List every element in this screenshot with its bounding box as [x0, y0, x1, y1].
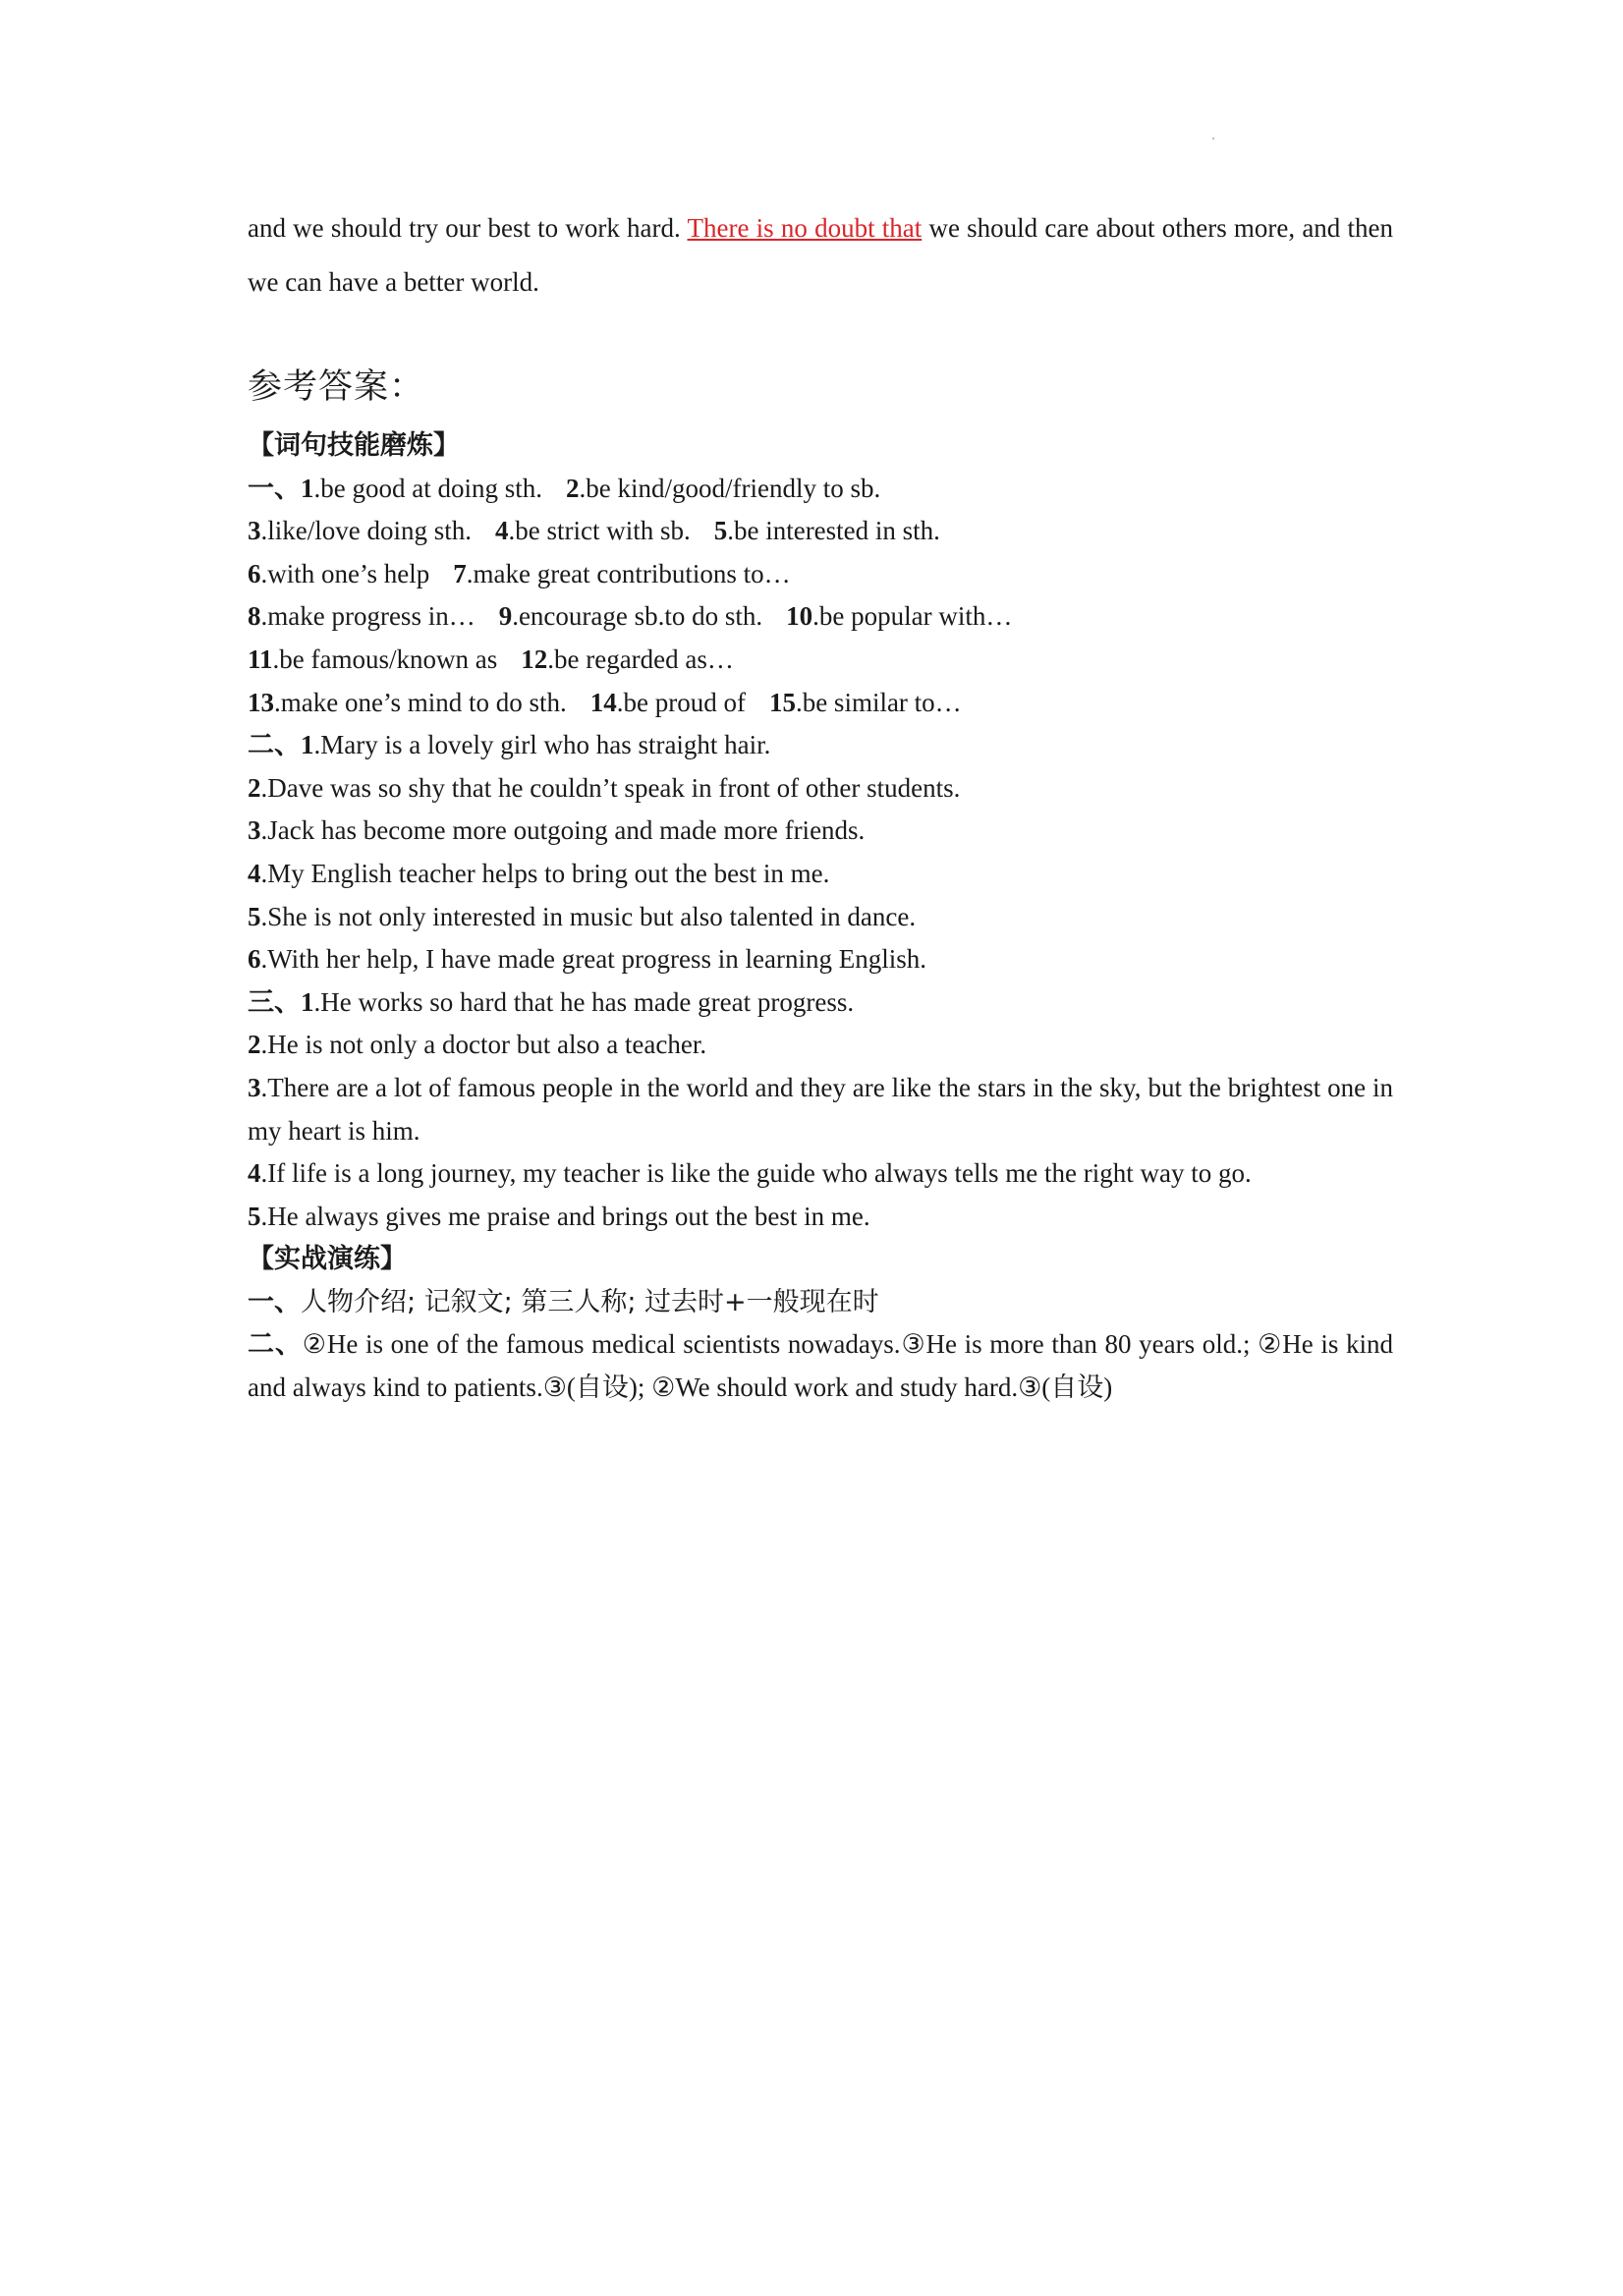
answer-row — [248, 682, 1393, 725]
practice-prefix-two: 二、 — [248, 1329, 303, 1361]
item-text: .be regarded as… — [547, 644, 734, 674]
vocab-section — [248, 424, 1393, 1238]
answer-row — [248, 981, 1393, 1025]
answer-row — [248, 938, 1393, 981]
item-text: .be famous/known as — [272, 644, 498, 674]
item-number: 4 — [248, 1158, 261, 1189]
item-number: 3 — [248, 516, 261, 546]
answers-title: 参考答案： — [248, 367, 425, 407]
item-text: .He is not only a doctor but also a teacher. — [260, 1030, 707, 1060]
intro-text — [248, 201, 1393, 309]
practice-line-two — [248, 1323, 1393, 1409]
item-number: 6 — [248, 944, 261, 975]
answer-item — [453, 559, 790, 588]
item-text: .My English teacher helps to bring out the best in me. — [260, 858, 830, 888]
item-number: 5 — [248, 901, 261, 931]
practice-text-two: ②He is one of the famous medical scientists nowadays.③He is more than 80 years old.; ②He is kind and always kind to patients.③(自设); ②We should work and study hard.③(自设) — [248, 1329, 1393, 1403]
answer-item — [521, 644, 734, 674]
item-number: 14 — [589, 687, 617, 717]
practice-text-one: 人物介绍; 记叙文; 第三人称; 过去时+一般现在时 — [301, 1286, 879, 1317]
item-number: 2 — [565, 473, 580, 503]
item-number: 3 — [248, 815, 261, 846]
vocab-part-three — [248, 981, 1393, 1239]
item-text: .He always gives me praise and brings out the best in me. — [260, 1201, 870, 1231]
answer-row — [248, 896, 1393, 939]
item-text: .with one’s help — [260, 558, 430, 588]
item-number: 11 — [248, 644, 273, 674]
item-number: 4 — [248, 858, 261, 888]
part-prefix: 一、 — [248, 473, 301, 504]
answer-row — [248, 1152, 1393, 1196]
item-text: .Dave was so shy that he couldn’t speak in front of other students. — [260, 772, 961, 803]
page-corner-mark — [1212, 138, 1214, 140]
highlighted-phrase: There is no doubt that — [687, 213, 923, 243]
item-text: .He works so hard that he has made great progress. — [313, 986, 855, 1017]
item-number: 5 — [248, 1201, 261, 1231]
item-text: .She is not only interested in music but also talented in dance. — [260, 901, 917, 931]
part-prefix: 二、 — [248, 730, 301, 761]
intro-text-before: and we should try our best to work hard. — [248, 213, 688, 243]
item-number: 4 — [494, 516, 509, 546]
item-text: .be similar to… — [795, 687, 962, 717]
item-number: 12 — [521, 644, 548, 674]
vocab-section-title: 【词句技能磨炼】 — [248, 430, 460, 461]
item-number: 1 — [301, 730, 314, 760]
vocab-part-one — [248, 468, 1393, 725]
answer-item — [301, 474, 542, 503]
answer-row — [248, 767, 1393, 811]
item-text: .make progress in… — [260, 601, 476, 632]
answer-item — [499, 601, 762, 631]
item-number: 9 — [498, 601, 513, 632]
item-text: .be proud of — [616, 687, 746, 717]
item-text: .Mary is a lovely girl who has straight hair. — [313, 730, 771, 760]
part-prefix: 三、 — [248, 986, 301, 1018]
item-text: .There are a lot of famous people in the world and they are like the stars in the sky, but the brightest one in my heart is him. — [248, 1072, 1393, 1146]
answer-row — [248, 1196, 1393, 1239]
practice-prefix-one: 一、 — [248, 1286, 301, 1317]
answer-row — [248, 468, 1393, 511]
answer-row — [248, 810, 1393, 853]
answer-row — [248, 553, 1393, 596]
answer-item — [248, 688, 567, 717]
item-text: .like/love doing sth. — [260, 516, 472, 546]
item-number: 13 — [248, 687, 274, 717]
item-number: 15 — [768, 687, 796, 717]
answer-row — [248, 1067, 1393, 1152]
item-text: .make one’s mind to do sth. — [274, 687, 567, 717]
item-text: .be strict with sb. — [508, 516, 691, 546]
answer-item — [495, 516, 691, 545]
answer-row — [248, 639, 1393, 682]
answer-item — [714, 516, 940, 545]
answer-item — [590, 688, 746, 717]
practice-line-one — [248, 1281, 1393, 1324]
item-number: 2 — [248, 1030, 261, 1060]
item-text: .If life is a long journey, my teacher is like the guide who always tells me the right way to go. — [260, 1158, 1252, 1189]
item-text: .With her help, I have made great progress in learning English. — [260, 944, 926, 975]
item-number: 1 — [301, 473, 314, 503]
answer-row — [248, 1024, 1393, 1067]
practice-section-title: 【实战演练】 — [248, 1244, 407, 1275]
answer-item — [248, 559, 429, 588]
answer-item — [248, 601, 476, 631]
answer-row — [248, 510, 1393, 553]
vocab-part-two — [248, 724, 1393, 981]
intro-text-after: we should care about others more, and then we can have a better world. — [248, 213, 1393, 297]
answer-item — [248, 644, 497, 674]
answer-item — [769, 688, 962, 717]
item-text: .encourage sb.to do sth. — [512, 601, 763, 632]
item-text: .be kind/good/friendly to sb. — [579, 473, 881, 503]
item-number: 2 — [248, 772, 261, 803]
item-text: .make great contributions to… — [466, 558, 791, 588]
answer-row — [248, 595, 1393, 639]
practice-section — [248, 1238, 1393, 1409]
answer-item — [566, 474, 880, 503]
item-text: .Jack has become more outgoing and made more friends. — [260, 815, 866, 846]
answer-item — [786, 601, 1012, 631]
item-number: 5 — [713, 516, 728, 546]
item-number: 6 — [248, 558, 261, 588]
item-text: .be interested in sth. — [727, 516, 940, 546]
item-text: .be good at doing sth. — [313, 473, 542, 503]
answer-item — [248, 516, 472, 545]
item-text: .be popular with… — [812, 601, 1013, 632]
answer-row — [248, 853, 1393, 896]
item-number: 8 — [248, 601, 261, 632]
item-number: 7 — [453, 558, 467, 588]
item-number: 10 — [786, 601, 813, 632]
item-number: 1 — [301, 986, 314, 1017]
intro-paragraph — [248, 201, 1393, 309]
document-page — [248, 201, 1393, 1410]
item-number: 3 — [248, 1072, 261, 1102]
answer-row — [248, 724, 1393, 767]
